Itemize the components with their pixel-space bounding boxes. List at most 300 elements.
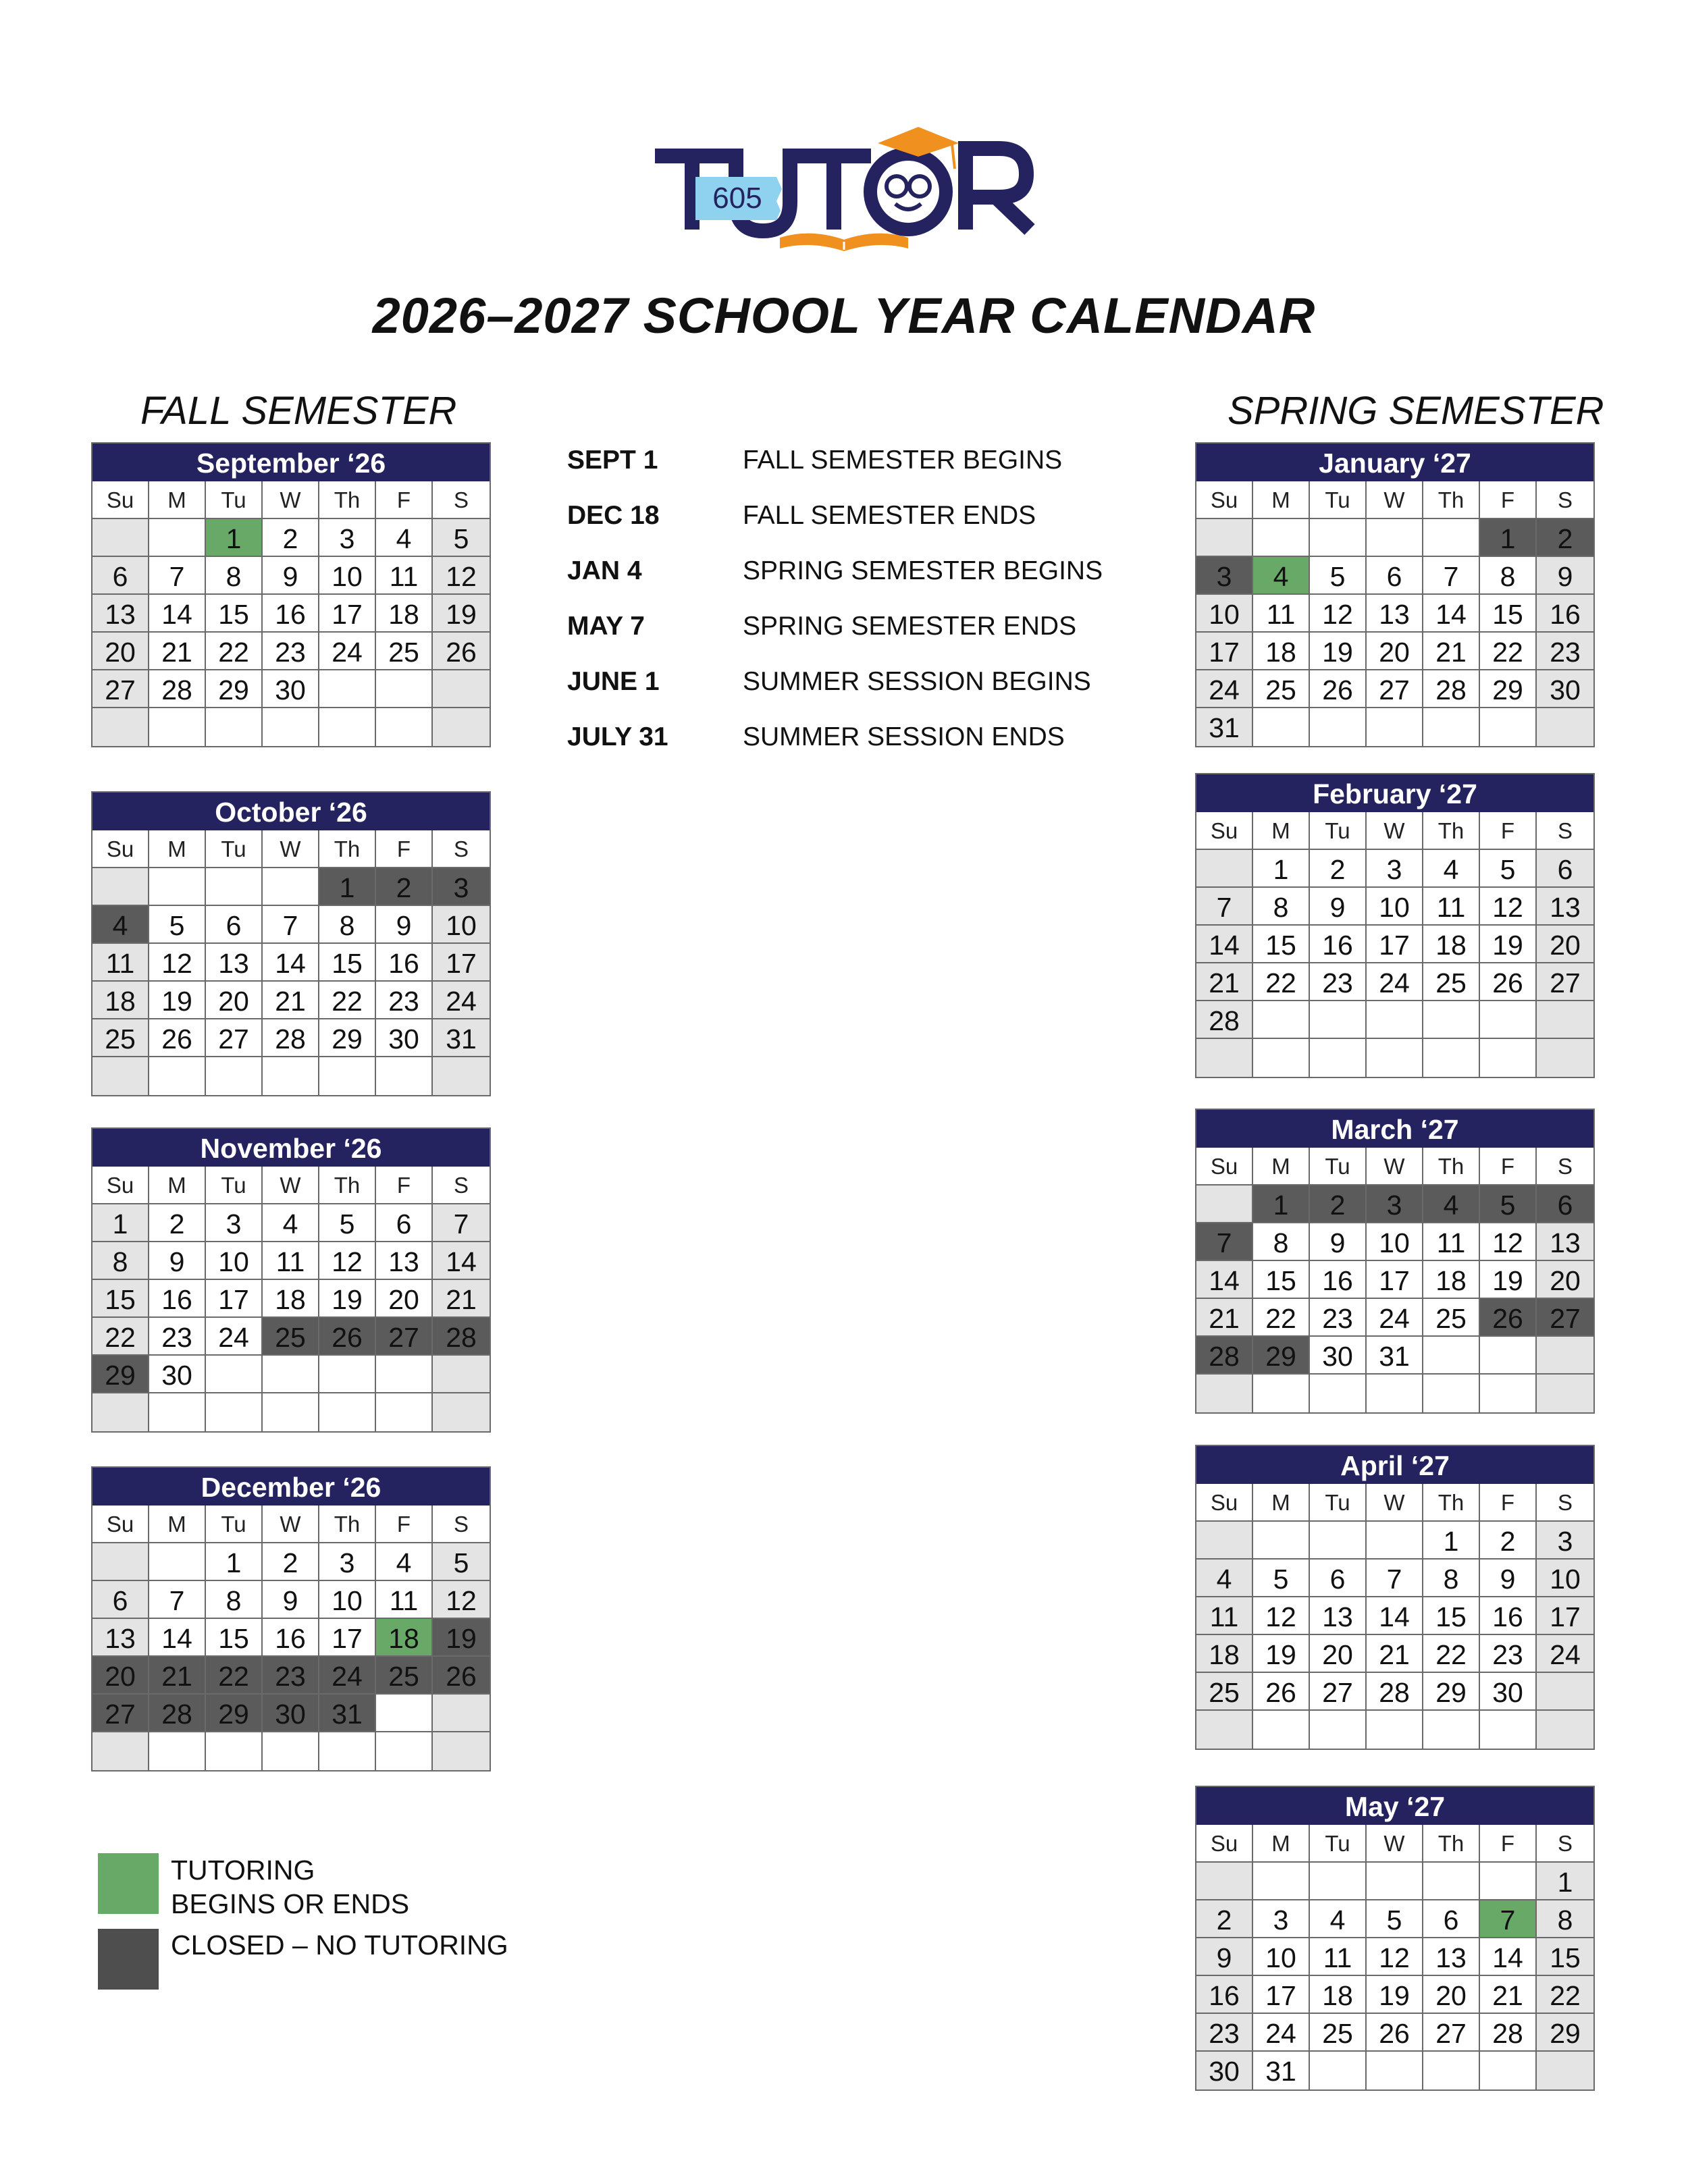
weekday-label: W <box>263 1167 319 1204</box>
weekday-label: Su <box>93 481 149 519</box>
day-cell: 2 <box>1310 1186 1367 1223</box>
empty-day-cell <box>93 708 149 746</box>
day-cell: 6 <box>93 1581 149 1619</box>
day-cell: 15 <box>1480 595 1537 633</box>
empty-day-cell <box>1423 1039 1480 1077</box>
empty-day-cell <box>1310 1522 1367 1560</box>
weekday-label: F <box>376 830 433 868</box>
empty-day-cell <box>206 1057 263 1095</box>
day-cell: 27 <box>93 1695 149 1732</box>
empty-day-cell <box>1196 1186 1253 1223</box>
weekday-label: Th <box>1423 1825 1480 1863</box>
empty-day-cell <box>1480 1039 1537 1077</box>
weekday-label: W <box>1367 1484 1423 1522</box>
day-cell: 28 <box>1196 1337 1253 1375</box>
day-cell: 25 <box>1310 2014 1367 2052</box>
day-cell: 11 <box>93 944 149 982</box>
day-cell: 8 <box>206 1581 263 1619</box>
empty-day-cell <box>263 868 319 906</box>
weekday-label: Tu <box>1310 812 1367 850</box>
empty-day-cell <box>263 1732 319 1770</box>
day-cell: 28 <box>1367 1673 1423 1711</box>
day-cell: 21 <box>433 1280 490 1318</box>
empty-day-cell <box>206 1356 263 1393</box>
day-cell: 21 <box>1423 633 1480 670</box>
empty-day-cell <box>376 1695 433 1732</box>
day-cell: 20 <box>1423 1976 1480 2014</box>
day-cell: 24 <box>1537 1635 1593 1673</box>
key-date: JAN 4 <box>567 556 642 585</box>
empty-day-cell <box>1423 1375 1480 1412</box>
weekday-label: W <box>1367 1825 1423 1863</box>
empty-day-cell <box>149 708 206 746</box>
empty-day-cell <box>93 1732 149 1770</box>
day-cell: 4 <box>1423 850 1480 888</box>
day-cell: 29 <box>206 1695 263 1732</box>
month-title: February ‘27 <box>1196 774 1593 812</box>
spring-semester-title: SPRING SEMESTER <box>1228 389 1604 433</box>
empty-day-cell <box>1253 1039 1310 1077</box>
day-cell: 18 <box>1253 633 1310 670</box>
day-cell: 7 <box>1196 1223 1253 1261</box>
empty-day-cell <box>206 1732 263 1770</box>
day-cell: 9 <box>1310 888 1367 926</box>
empty-day-cell <box>149 1393 206 1431</box>
day-cell: 8 <box>1253 1223 1310 1261</box>
day-cell: 28 <box>149 670 206 708</box>
day-cell: 14 <box>433 1242 490 1280</box>
key-dates-list <box>567 446 1103 778</box>
month-calendar-january <box>1195 442 1595 747</box>
weekday-label: F <box>1480 481 1537 519</box>
month-calendar-october <box>91 791 491 1096</box>
day-cell: 29 <box>1537 2014 1593 2052</box>
weekday-label: Tu <box>1310 1825 1367 1863</box>
key-date: JUNE 1 <box>567 667 660 696</box>
empty-day-cell <box>1196 1039 1253 1077</box>
day-cell: 15 <box>1423 1597 1480 1635</box>
weekday-label: W <box>1367 1148 1423 1186</box>
day-cell: 20 <box>1367 633 1423 670</box>
month-grid <box>93 1506 490 1770</box>
day-cell: 16 <box>1537 595 1593 633</box>
empty-day-cell <box>93 1393 149 1431</box>
day-cell: 18 <box>1423 926 1480 963</box>
month-grid <box>1196 1148 1593 1412</box>
empty-day-cell <box>1537 1711 1593 1749</box>
day-cell: 31 <box>1196 708 1253 746</box>
page-title: 2026–2027 SCHOOL YEAR CALENDAR <box>372 288 1316 344</box>
day-cell: 2 <box>263 519 319 557</box>
day-cell: 25 <box>263 1318 319 1356</box>
key-date-event: SPRING SEMESTER ENDS <box>743 612 1077 641</box>
empty-day-cell <box>1253 1522 1310 1560</box>
weekday-label: W <box>263 1506 319 1543</box>
day-cell: 11 <box>1310 1938 1367 1976</box>
weekday-label: Su <box>93 830 149 868</box>
day-cell: 30 <box>149 1356 206 1393</box>
weekday-label: Th <box>319 1506 376 1543</box>
day-cell: 1 <box>1423 1522 1480 1560</box>
day-cell: 19 <box>1367 1976 1423 2014</box>
weekday-label: Tu <box>206 1167 263 1204</box>
day-cell: 18 <box>93 982 149 1019</box>
day-cell: 11 <box>1423 1223 1480 1261</box>
key-date: JULY 31 <box>567 722 668 751</box>
weekday-label: Tu <box>1310 1484 1367 1522</box>
weekday-label: S <box>1537 812 1593 850</box>
day-cell: 3 <box>319 519 376 557</box>
day-cell: 24 <box>206 1318 263 1356</box>
day-cell: 13 <box>206 944 263 982</box>
day-cell: 6 <box>1537 1186 1593 1223</box>
day-cell: 27 <box>1537 963 1593 1001</box>
day-cell: 6 <box>1310 1560 1367 1597</box>
key-date-row <box>567 556 1103 612</box>
day-cell: 4 <box>1196 1560 1253 1597</box>
day-cell: 6 <box>93 557 149 595</box>
day-cell: 23 <box>1196 2014 1253 2052</box>
day-cell: 23 <box>1310 1299 1367 1337</box>
day-cell: 9 <box>1537 557 1593 595</box>
day-cell: 16 <box>1310 1261 1367 1299</box>
weekday-label: F <box>1480 1825 1537 1863</box>
day-cell: 25 <box>376 633 433 670</box>
empty-day-cell <box>376 1393 433 1431</box>
day-cell: 31 <box>1253 2052 1310 2089</box>
day-cell: 4 <box>376 519 433 557</box>
month-calendar-march <box>1195 1109 1595 1414</box>
day-cell: 21 <box>1196 1299 1253 1337</box>
empty-day-cell <box>1196 519 1253 557</box>
day-cell: 25 <box>376 1657 433 1695</box>
day-cell: 3 <box>1537 1522 1593 1560</box>
day-cell: 22 <box>319 982 376 1019</box>
weekday-label: Th <box>1423 812 1480 850</box>
day-cell: 14 <box>1196 1261 1253 1299</box>
day-cell: 1 <box>1480 519 1537 557</box>
day-cell: 1 <box>319 868 376 906</box>
weekday-label: W <box>1367 481 1423 519</box>
day-cell: 7 <box>1196 888 1253 926</box>
day-cell: 19 <box>433 1619 490 1657</box>
day-cell: 3 <box>319 1543 376 1581</box>
empty-day-cell <box>93 1057 149 1095</box>
day-cell: 3 <box>1367 1186 1423 1223</box>
day-cell: 12 <box>1480 888 1537 926</box>
month-grid <box>1196 812 1593 1077</box>
day-cell: 11 <box>1253 595 1310 633</box>
day-cell: 17 <box>433 944 490 982</box>
day-cell: 4 <box>1423 1186 1480 1223</box>
day-cell: 30 <box>263 670 319 708</box>
day-cell: 30 <box>1196 2052 1253 2089</box>
empty-day-cell <box>149 1057 206 1095</box>
day-cell: 7 <box>149 557 206 595</box>
weekday-label: W <box>263 830 319 868</box>
weekday-label: F <box>376 481 433 519</box>
empty-day-cell <box>376 1356 433 1393</box>
day-cell: 9 <box>263 557 319 595</box>
day-cell: 24 <box>433 982 490 1019</box>
day-cell: 28 <box>263 1019 319 1057</box>
empty-day-cell <box>1253 1001 1310 1039</box>
empty-day-cell <box>1310 1863 1367 1900</box>
empty-day-cell <box>1196 1863 1253 1900</box>
day-cell: 4 <box>1253 557 1310 595</box>
day-cell: 3 <box>433 868 490 906</box>
day-cell: 28 <box>1423 670 1480 708</box>
empty-day-cell <box>1537 1001 1593 1039</box>
day-cell: 17 <box>1253 1976 1310 2014</box>
day-cell: 22 <box>1537 1976 1593 2014</box>
day-cell: 2 <box>263 1543 319 1581</box>
empty-day-cell <box>1537 708 1593 746</box>
day-cell: 18 <box>376 595 433 633</box>
weekday-label: S <box>433 830 490 868</box>
month-title: September ‘26 <box>93 444 490 481</box>
day-cell: 15 <box>206 1619 263 1657</box>
empty-day-cell <box>263 1393 319 1431</box>
day-cell: 27 <box>376 1318 433 1356</box>
weekday-label: Su <box>1196 812 1253 850</box>
day-cell: 22 <box>206 1657 263 1695</box>
weekday-label: M <box>149 481 206 519</box>
day-cell: 9 <box>1480 1560 1537 1597</box>
empty-day-cell <box>1367 1711 1423 1749</box>
day-cell: 17 <box>319 1619 376 1657</box>
day-cell: 26 <box>149 1019 206 1057</box>
empty-day-cell <box>1537 1039 1593 1077</box>
empty-day-cell <box>1367 1522 1423 1560</box>
empty-day-cell <box>1480 1711 1537 1749</box>
day-cell: 12 <box>319 1242 376 1280</box>
day-cell: 3 <box>1196 557 1253 595</box>
empty-day-cell <box>433 1695 490 1732</box>
day-cell: 12 <box>1480 1223 1537 1261</box>
key-date: SEPT 1 <box>567 446 658 475</box>
day-cell: 20 <box>93 633 149 670</box>
weekday-label: S <box>433 1506 490 1543</box>
day-cell: 24 <box>1196 670 1253 708</box>
weekday-label: Su <box>1196 1484 1253 1522</box>
day-cell: 8 <box>206 557 263 595</box>
day-cell: 9 <box>376 906 433 944</box>
empty-day-cell <box>1537 1337 1593 1375</box>
empty-day-cell <box>1423 1337 1480 1375</box>
day-cell: 14 <box>1196 926 1253 963</box>
day-cell: 29 <box>206 670 263 708</box>
day-cell: 3 <box>206 1204 263 1242</box>
empty-day-cell <box>1367 519 1423 557</box>
day-cell: 2 <box>149 1204 206 1242</box>
day-cell: 22 <box>93 1318 149 1356</box>
legend-item-tutoring <box>98 1853 409 1921</box>
weekday-label: M <box>149 830 206 868</box>
day-cell: 21 <box>1196 963 1253 1001</box>
legend-swatch-tutoring <box>98 1853 159 1914</box>
day-cell: 18 <box>1423 1261 1480 1299</box>
empty-day-cell <box>1253 708 1310 746</box>
day-cell: 6 <box>206 906 263 944</box>
legend-label: TUTORING <box>171 1855 315 1886</box>
day-cell: 7 <box>1423 557 1480 595</box>
key-date: MAY 7 <box>567 612 645 641</box>
empty-day-cell <box>1253 1863 1310 1900</box>
day-cell: 25 <box>1196 1673 1253 1711</box>
month-calendar-february <box>1195 773 1595 1078</box>
empty-day-cell <box>1310 1711 1367 1749</box>
empty-day-cell <box>1367 2052 1423 2089</box>
day-cell: 5 <box>319 1204 376 1242</box>
day-cell: 27 <box>1537 1299 1593 1337</box>
month-grid <box>93 830 490 1095</box>
day-cell: 17 <box>1367 1261 1423 1299</box>
weekday-label: Tu <box>206 830 263 868</box>
day-cell: 29 <box>1423 1673 1480 1711</box>
day-cell: 23 <box>263 1657 319 1695</box>
day-cell: 11 <box>1196 1597 1253 1635</box>
day-cell: 27 <box>1423 2014 1480 2052</box>
month-grid <box>1196 481 1593 746</box>
day-cell: 16 <box>149 1280 206 1318</box>
day-cell: 8 <box>93 1242 149 1280</box>
day-cell: 26 <box>319 1318 376 1356</box>
key-date-event: SUMMER SESSION BEGINS <box>743 667 1091 696</box>
empty-day-cell <box>319 1732 376 1770</box>
empty-day-cell <box>1310 519 1367 557</box>
day-cell: 31 <box>319 1695 376 1732</box>
day-cell: 13 <box>1310 1597 1367 1635</box>
day-cell: 10 <box>1537 1560 1593 1597</box>
empty-day-cell <box>1310 1039 1367 1077</box>
day-cell: 8 <box>319 906 376 944</box>
day-cell: 11 <box>1423 888 1480 926</box>
empty-day-cell <box>1196 1711 1253 1749</box>
day-cell: 10 <box>1196 595 1253 633</box>
day-cell: 15 <box>1537 1938 1593 1976</box>
day-cell: 24 <box>1253 2014 1310 2052</box>
day-cell: 23 <box>1310 963 1367 1001</box>
key-date-event: FALL SEMESTER BEGINS <box>743 446 1063 475</box>
day-cell: 20 <box>376 1280 433 1318</box>
day-cell: 1 <box>206 519 263 557</box>
month-calendar-november <box>91 1127 491 1433</box>
day-cell: 20 <box>1537 1261 1593 1299</box>
day-cell: 8 <box>1480 557 1537 595</box>
weekday-label: Su <box>1196 481 1253 519</box>
day-cell: 19 <box>1480 1261 1537 1299</box>
empty-day-cell <box>1367 708 1423 746</box>
empty-day-cell <box>1480 708 1537 746</box>
day-cell: 15 <box>206 595 263 633</box>
empty-day-cell <box>93 1543 149 1581</box>
day-cell: 3 <box>1253 1900 1310 1938</box>
weekday-label: F <box>1480 1484 1537 1522</box>
empty-day-cell <box>1367 1863 1423 1900</box>
weekday-label: Tu <box>1310 1148 1367 1186</box>
day-cell: 28 <box>1480 2014 1537 2052</box>
day-cell: 15 <box>1253 926 1310 963</box>
legend-label: BEGINS OR ENDS <box>171 1888 410 1919</box>
day-cell: 2 <box>1537 519 1593 557</box>
day-cell: 6 <box>376 1204 433 1242</box>
day-cell: 21 <box>263 982 319 1019</box>
day-cell: 28 <box>149 1695 206 1732</box>
empty-day-cell <box>1310 1375 1367 1412</box>
day-cell: 9 <box>263 1581 319 1619</box>
weekday-label: S <box>1537 481 1593 519</box>
day-cell: 6 <box>1423 1900 1480 1938</box>
day-cell: 28 <box>1196 1001 1253 1039</box>
day-cell: 18 <box>263 1280 319 1318</box>
day-cell: 16 <box>1480 1597 1537 1635</box>
empty-day-cell <box>1310 1001 1367 1039</box>
weekday-label: S <box>433 481 490 519</box>
day-cell: 28 <box>433 1318 490 1356</box>
empty-day-cell <box>1367 1039 1423 1077</box>
weekday-label: W <box>1367 812 1423 850</box>
month-grid <box>1196 1825 1593 2089</box>
day-cell: 17 <box>1537 1597 1593 1635</box>
empty-day-cell <box>376 670 433 708</box>
empty-day-cell <box>149 868 206 906</box>
day-cell: 24 <box>319 1657 376 1695</box>
day-cell: 27 <box>206 1019 263 1057</box>
day-cell: 23 <box>376 982 433 1019</box>
day-cell: 9 <box>149 1242 206 1280</box>
key-date-event: FALL SEMESTER ENDS <box>743 501 1036 530</box>
day-cell: 12 <box>433 1581 490 1619</box>
day-cell: 12 <box>433 557 490 595</box>
month-grid <box>93 1167 490 1431</box>
month-title: March ‘27 <box>1196 1110 1593 1148</box>
day-cell: 13 <box>93 595 149 633</box>
month-title: January ‘27 <box>1196 444 1593 481</box>
month-title: December ‘26 <box>93 1468 490 1506</box>
day-cell: 24 <box>319 633 376 670</box>
empty-day-cell <box>1423 1863 1480 1900</box>
empty-day-cell <box>149 519 206 557</box>
empty-day-cell <box>1423 1001 1480 1039</box>
day-cell: 12 <box>1253 1597 1310 1635</box>
day-cell: 13 <box>93 1619 149 1657</box>
weekday-label: F <box>376 1506 433 1543</box>
empty-day-cell <box>206 868 263 906</box>
key-date-row <box>567 612 1103 667</box>
weekday-label: M <box>1253 1825 1310 1863</box>
day-cell: 7 <box>433 1204 490 1242</box>
empty-day-cell <box>93 868 149 906</box>
day-cell: 20 <box>1537 926 1593 963</box>
day-cell: 13 <box>1537 888 1593 926</box>
day-cell: 5 <box>1480 1186 1537 1223</box>
day-cell: 5 <box>149 906 206 944</box>
day-cell: 4 <box>1310 1900 1367 1938</box>
weekday-label: Su <box>1196 1148 1253 1186</box>
day-cell: 5 <box>433 519 490 557</box>
day-cell: 19 <box>1310 633 1367 670</box>
day-cell: 24 <box>1367 1299 1423 1337</box>
day-cell: 11 <box>376 1581 433 1619</box>
day-cell: 30 <box>1310 1337 1367 1375</box>
day-cell: 27 <box>93 670 149 708</box>
day-cell: 10 <box>319 557 376 595</box>
day-cell: 1 <box>1253 850 1310 888</box>
day-cell: 12 <box>1367 1938 1423 1976</box>
month-title: May ‘27 <box>1196 1787 1593 1825</box>
empty-day-cell <box>149 1732 206 1770</box>
